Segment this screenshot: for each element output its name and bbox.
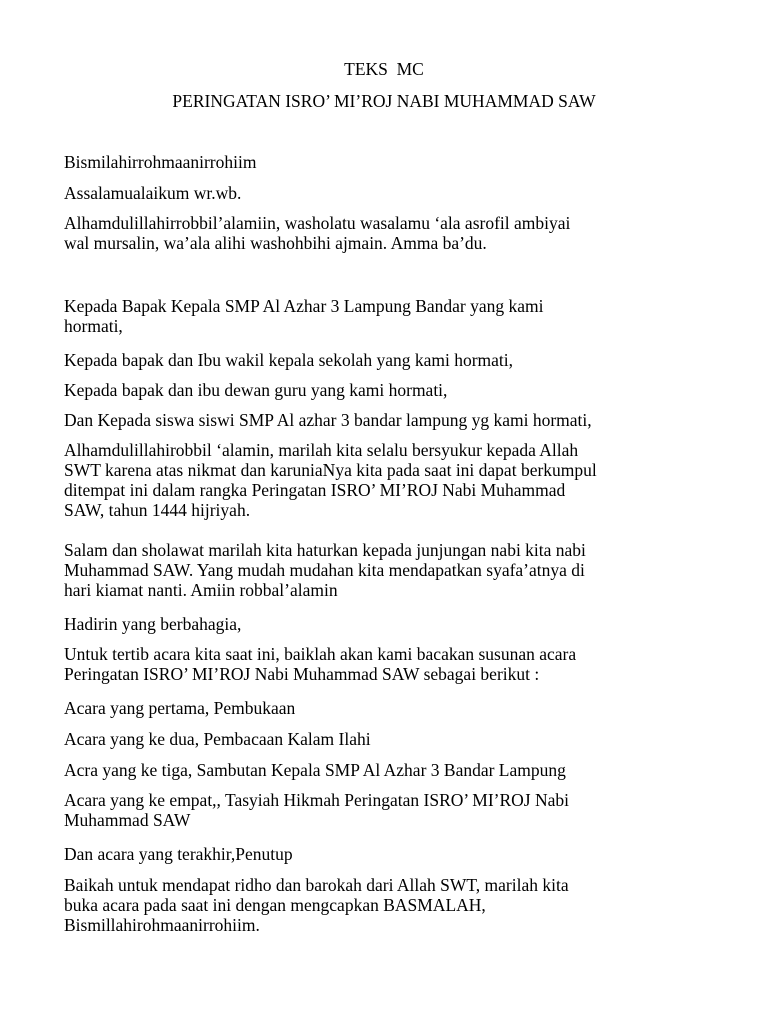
paragraph-address-teachers: Kepada bapak dan ibu dewan guru yang kami hormati, [64, 380, 448, 400]
agenda-item-principal-speech: Acra yang ke tiga, Sambutan Kepala SMP Al Azhar 3 Bandar Lampung [64, 760, 566, 780]
paragraph-gratitude: Alhamdulillahirobbil ‘alamin, marilah kita selalu bersyukur kepada Allah SWT karena atas nikmat dan karuniaNya kita pada saat ini dapat berkumpul ditempat ini dalam rangka Peringatan ISRO’ MI’ROJ Nabi Muhammad SAW, tahun 1444 hijriyah. [64, 440, 597, 520]
paragraph-greeting: Assalamualaikum wr.wb. [64, 183, 242, 203]
paragraph-praise: Alhamdulillahirrobbil’alamiin, washolatu wasalamu ‘ala asrofil ambiyai wal mursalin, wa’ala alihi washohbihi ajmain. Amma ba’du. [64, 213, 571, 253]
paragraph-address-students: Dan Kepada siswa siswi SMP Al azhar 3 bandar lampung yg kami hormati, [64, 410, 592, 430]
paragraph-address-principal: Kepada Bapak Kepala SMP Al Azhar 3 Lampung Bandar yang kami hormati, [64, 296, 544, 336]
paragraph-agenda-intro: Untuk tertib acara kita saat ini, baiklah akan kami bacakan susunan acara Peringatan ISRO’ MI’ROJ Nabi Muhammad SAW sebagai berikut : [64, 644, 577, 684]
agenda-item-closing: Dan acara yang terakhir,Penutup [64, 844, 293, 864]
paragraph-address-vice-principals: Kepada bapak dan Ibu wakil kepala sekolah yang kami hormati, [64, 350, 514, 370]
document-title: TEKS MC [344, 59, 424, 79]
agenda-item-quran-recitation: Acara yang ke dua, Pembacaan Kalam Ilahi [64, 729, 371, 749]
paragraph-audience: Hadirin yang berbahagia, [64, 614, 242, 634]
agenda-item-sermon: Acara yang ke empat,, Tasyiah Hikmah Peringatan ISRO’ MI’ROJ Nabi Muhammad SAW [64, 790, 570, 830]
paragraph-opening-invitation: Baikah untuk mendapat ridho dan barokah dari Allah SWT, marilah kita buka acara pada saat ini dengan mengcapkan BASMALAH, Bismillahirohmaanirrohiim. [64, 875, 569, 935]
paragraph-opening-basmalah: Bismilahirrohmaanirrohiim [64, 152, 257, 172]
document-subtitle: PERINGATAN ISRO’ MI’ROJ NABI MUHAMMAD SAW [172, 91, 596, 111]
agenda-item-opening: Acara yang pertama, Pembukaan [64, 698, 296, 718]
paragraph-salutations: Salam dan sholawat marilah kita haturkan kepada junjungan nabi kita nabi Muhammad SAW. Yang mudah mudahan kita mendapatkan syafa’atnya di hari kiamat nanti. Amiin robbal’alamin [64, 540, 586, 600]
